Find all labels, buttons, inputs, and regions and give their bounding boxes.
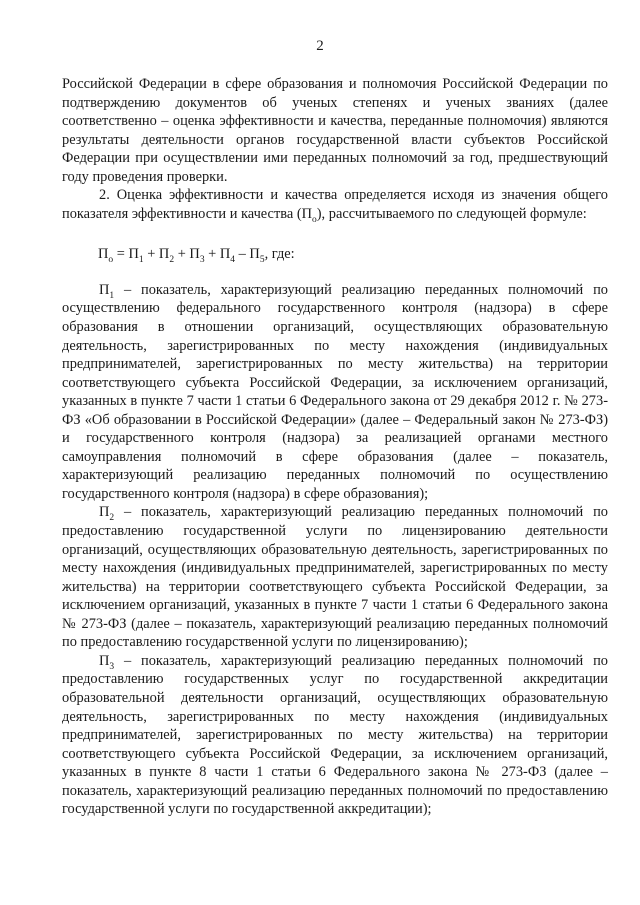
paragraph-p1: $П_1$ – показатель, характеризующий реализацию переданных полномочий по осуществлению федерального государственного контроля (надзора) в сфере образования в отношении организаций, осуществляющих образовательную деятельность, зарегистрированных по месту нахождения (индивидуальных предпринимателей, зарегистрированных по месту жительства) на территории соответствующего субъекта Российской Федерации, за исключением организаций, указанных в пункте 7 части 1 статьи 6 Федерального закона от 29 декабря 2012 г. № 273-ФЗ «Об образовании в Российской Федерации» (далее – Федеральный закон № 273-ФЗ) и государственного контроля (надзора) за реализацией органами местного самоуправления полномочий в сфере образования (далее – показатель, характеризующий реализацию переданных полномочий по осуществлению государственного контроля (надзора) в сфере образования); [62,281,608,502]
paragraph-p3: $П_3$ – показатель, характеризующий реализацию переданных полномочий по предоставлению государственных услуг по государственной аккредитации образовательной деятельности организаций, осуществляющих образовательную деятельность, зарегистрированных по месту нахождения (индивидуальных предпринимателей, зарегистрированных по месту жительства) на территории соответствующего субъекта Российской Федерации, за исключением организаций, указанных в пункте 8 части 1 статьи 6 Федерального закона № 273-ФЗ (далее – показатель, характеризующий реализацию переданных полномочий по предоставлению государственной услуги по государственной аккредитации); [62,652,608,818]
paragraph-continuation: Российской Федерации в сфере образования и полномочия Российской Федерации по подтверждению документов об ученых степенях и ученых званиях (далее соответственно – оценка эффективности и качества, переданные полномочия) являются результаты деятельности органов государственной власти субъектов Российской Федерации при осуществлении ими переданных полномочий за год, предшествующий году проведения проверки. [62,76,608,185]
paragraph-p2: $П_2$ – показатель, характеризующий реализацию переданных полномочий по предоставлению государственной услуги по лицензированию деятельности организаций, осуществляющих образовательную деятельность, зарегистрированных по месту нахождения (индивидуальных предпринимателей, зарегистрированных по месту жительства) на территории соответствующего субъекта Российской Федерации, за исключением организаций, указанных в пункте 7 части 1 статьи 6 Федерального закона № 273-ФЗ (далее – показатель, характеризующий реализацию переданных полномочий по предоставлению государственной услуги по лицензированию); [62,504,608,651]
page-number: 2 [316,38,324,54]
paragraph-item-2: 2. Оценка эффективности и качества определяется исходя из значения общего показателя эффективности и качества $(П_о)$, рассчитываемого по следующей формуле: [62,187,608,225]
document-body [62,75,608,819]
formula: $П_о = П_1 + П_2 + П_3 + П_4 - П_5$, где: [98,246,295,266]
